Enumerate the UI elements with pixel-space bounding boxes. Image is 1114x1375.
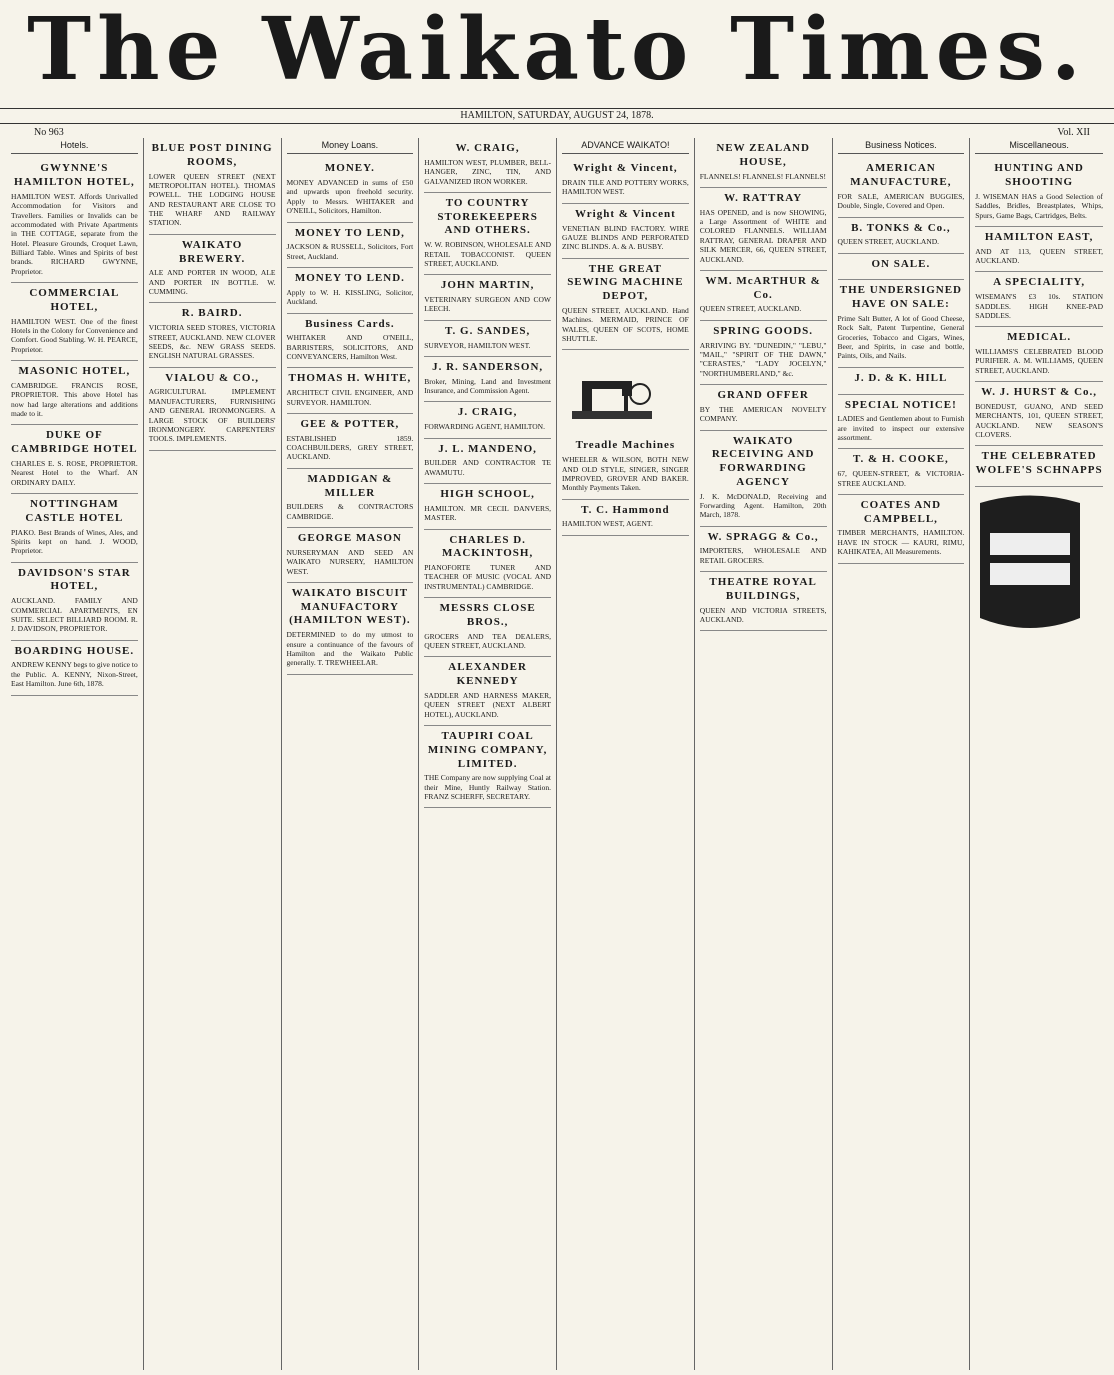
ad-body: GROCERS AND TEA DEALERS, QUEEN STREET, AUCKLAND. — [424, 631, 551, 650]
advertisement — [562, 435, 689, 499]
ad-body: Apply to W. H. KISSLING, Solicitor, Auckland. — [286, 287, 414, 307]
ad-title: MASONIC HOTEL, — [18, 365, 131, 378]
ad-title: SPRING GOODS. — [713, 324, 814, 337]
advertisement — [287, 268, 414, 314]
ad-title: GWYNNE'S HAMILTON HOTEL, — [13, 162, 135, 188]
advertisement — [424, 193, 551, 275]
column — [282, 138, 420, 1370]
advertisement — [700, 572, 827, 631]
ad-body: NURSERYMAN AND SEED AN WAIKATO NURSERY, HAMILTON WEST. — [286, 547, 414, 576]
ad-title: HIGH SCHOOL, — [440, 488, 535, 500]
advertisement — [838, 254, 965, 281]
advertisement — [562, 158, 689, 204]
ad-title: Business Cards. — [305, 317, 395, 330]
advertisement — [975, 382, 1103, 446]
advertisement — [975, 327, 1103, 382]
advertisement — [287, 469, 414, 528]
advertisement — [700, 271, 827, 321]
ad-title: JOHN MARTIN, — [440, 279, 535, 292]
ad-body: FOR SALE, AMERICAN BUGGIES, Double, Single, Covered and Open. — [837, 191, 965, 211]
schnapps-label — [975, 493, 1085, 633]
ad-title: T. C. Hammond — [581, 503, 670, 516]
ad-title: TAUPIRI COAL MINING COMPANY, LIMITED. — [427, 730, 548, 770]
ad-body: MONEY ADVANCED in sums of £50 and upwards upon freehold security. Apply to Messrs. WHITAKER and O'NEILL, Solicitors, Hamilton. — [286, 178, 414, 216]
advertisement — [11, 158, 138, 283]
advertisement — [838, 280, 965, 367]
ad-body: VENETIAN BLIND FACTORY. WIRE GAUZE BLINDS AND PERFORATED ZINC BLINDS. A. & A. BUSBY. — [562, 223, 689, 252]
ad-body: J. K. McDONALD, Receiving and Forwarding Agent. Hamilton, 20th March, 1878. — [699, 491, 827, 520]
ad-title: WAIKATO BISCUIT MANUFACTORY (HAMILTON WEST). — [289, 586, 411, 627]
column-header: Hotels. — [11, 138, 138, 154]
column-header: Money Loans. — [287, 138, 414, 154]
ad-body: TIMBER MERCHANTS, HAMILTON. HAVE IN STOCK — KAURI, RIMU, KAHIKATEA, All Measurements. — [837, 528, 965, 557]
ad-body: Broker, Mining, Land and Investment Insurance, and Commission Agent. — [424, 376, 551, 395]
ad-title: J. L. MANDENO, — [438, 442, 537, 455]
ad-body: PIANOFORTE TUNER AND TEACHER OF MUSIC (VOCAL AND INSTRUMENTAL) CAMBRIDGE. — [424, 563, 551, 591]
ad-body: BONEDUST, GUANO, AND SEED MERCHANTS, 101, QUEEN STREET, AUCKLAND. NEW SEASON'S CLOVERS. — [975, 401, 1103, 439]
advertisement — [424, 598, 551, 657]
ad-title: MONEY TO LEND, — [294, 226, 405, 239]
ad-body: LADIES and Gentlemen about to Furnish are invited to inspect our extensive assortment. — [837, 414, 965, 442]
ad-body: DRAIN TILE AND POTTERY WORKS, HAMILTON WEST. — [562, 178, 689, 197]
column-header: Business Notices. — [838, 138, 965, 154]
ad-body: BUILDER AND CONTRACTOR TE AWAMUTU. — [424, 458, 551, 477]
ad-body: ARCHITECT CIVIL ENGINEER, AND SURVEYOR. HAMILTON. — [286, 388, 414, 407]
ad-body: VICTORIA SEED STORES, VICTORIA STREET, AUCKLAND. NEW CLOVER SEEDS, &c. NEW GRASS SEEDS. ENGLISH NATURAL GRASSES. — [148, 323, 276, 361]
ad-body: THE Company are now supplying Coal at their Mine, Huntly Railway Station. FRANZ SCHERFF, SECRETARY. — [424, 773, 551, 801]
ad-title: T. G. SANDES, — [445, 324, 531, 337]
ad-title: TO COUNTRY STOREKEEPERS AND OTHERS. — [437, 196, 538, 237]
ad-title: W. CRAIG, — [455, 142, 520, 154]
ad-body: ARRIVING BY. "DUNEDIN," "LEBU," "MAIL," "SPIRIT OF THE DAWN," "CERASTES," "LADY JOCELYN," "NORTHUMBERLAND," &c. — [699, 340, 827, 378]
advertisement — [700, 527, 827, 573]
advertisement — [287, 528, 414, 583]
advertisement — [424, 657, 551, 726]
advertisement — [562, 259, 689, 351]
ad-body: ESTABLISHED 1859. COACHBUILDERS, GREY STREET, AUCKLAND. — [286, 433, 414, 462]
advertisement — [424, 402, 551, 438]
ad-body: HAS OPENED, and is now SHOWING, a Large Assortment of WHITE and COLORED FLANNELS. WILLIAM RATTRAY, GENERAL DRAPER AND SILK MERCER, 66, QUEEN STREET, AUCKLAND. — [699, 207, 827, 264]
ad-title: CHARLES D. MACKINTOSH, — [442, 533, 534, 560]
ad-body: CHARLES E. S. ROSE, PROPRIETOR. Nearest Hotel to the Wharf. AN ORDINARY DAILY. — [11, 458, 138, 487]
advertisement — [11, 494, 138, 563]
advertisement — [11, 283, 138, 361]
ad-title: J. R. SANDERSON, — [432, 360, 544, 373]
column — [970, 138, 1108, 1370]
column-header: Miscellaneous. — [975, 138, 1103, 154]
ad-body: VETERINARY SURGEON AND COW LEECH. — [424, 295, 551, 314]
volume-number: Vol. XII — [1057, 127, 1090, 138]
ad-title: BOARDING HOUSE. — [14, 644, 135, 657]
ad-body: AGRICULTURAL IMPLEMENT MANUFACTURERS, FURNISHING AND GENERAL IRONMONGERS. A LARGE STOCK OF BUILDERS' IRONMONGERY. CARPENTERS' TOOLS. IMPLEMENTS. — [148, 387, 276, 444]
issue-number: No 963 — [34, 127, 64, 138]
column — [833, 138, 971, 1370]
ad-title: HAMILTON EAST, — [984, 230, 1094, 243]
ad-body: SADDLER AND HARNESS MAKER, QUEEN STREET (NEXT ALBERT HOTEL), AUCKLAND. — [424, 690, 551, 719]
ad-body: PIAKO. Best Brands of Wines, Ales, and Spirits kept on hand. J. WOOD, Proprietor. — [11, 527, 138, 556]
ad-body: LOWER QUEEN STREET (NEXT METROPOLITAN HOTEL). THOMAS POWELL. THE LODGING HOUSE AND RESTAURANT ARE CLOSE TO THE WHARF AND RAILWAY STATION. — [148, 171, 276, 228]
columns — [6, 138, 1108, 1370]
ad-body: ANDREW KENNY begs to give notice to the Public. A. KENNY, Nixon-Street, East Hamilton. June 6th, 1878. — [11, 660, 138, 689]
ad-title: BLUE POST DINING ROOMS, — [151, 142, 273, 168]
ad-title: GEE & POTTER, — [300, 417, 400, 430]
advertisement — [838, 495, 965, 564]
advertisement — [838, 158, 965, 217]
ad-body: HAMILTON WEST, AGENT. — [562, 519, 653, 529]
ad-body: WILLIAMS'S CELEBRATED BLOOD PURIFIER. A. M. WILLIAMS, QUEEN STREET, AUCKLAND. — [975, 347, 1103, 375]
advertisement — [700, 321, 827, 385]
ad-title: B. TONKS & Co., — [851, 221, 951, 234]
advertisement — [287, 314, 414, 369]
advertisement — [700, 138, 827, 188]
ad-title: J. D. & K. HILL — [854, 371, 948, 384]
advertisement — [149, 303, 276, 367]
ad-body: FORWARDING AGENT, HAMILTON. — [424, 422, 545, 432]
ad-body: JACKSON & RUSSELL, Solicitors, Fort Street, Auckland. — [286, 242, 414, 261]
ad-title: THEATRE ROYAL BUILDINGS, — [709, 576, 817, 602]
ad-title: GEORGE MASON — [297, 532, 402, 544]
ad-title: W. SPRAGG & Co., — [707, 530, 819, 543]
advertisement — [700, 431, 827, 527]
dateline: HAMILTON, SATURDAY, AUGUST 24, 1878. — [0, 108, 1114, 124]
ad-body: BUILDERS & CONTRACTORS CAMBRIDGE. — [286, 502, 414, 521]
ad-title: THOMAS H. WHITE, — [288, 372, 412, 385]
ad-title: NOTTINGHAM CASTLE HOTEL — [25, 498, 124, 524]
ad-body: QUEEN AND VICTORIA STREETS, AUCKLAND. — [699, 605, 827, 624]
advertisement — [424, 321, 551, 357]
advertisement — [838, 449, 965, 495]
advertisement — [424, 357, 551, 403]
ad-body: QUEEN STREET, AUCKLAND. Hand Machines. MERMAID, PRINCE OF WALES, QUEEN OF SCOTS, HOME SHUTTLE. — [562, 305, 689, 343]
ad-body: WHITAKER AND O'NEILL, BARRISTERS, SOLICITORS, AND CONVEYANCERS, Hamilton West. — [286, 333, 414, 361]
ad-title: ALEXANDER KENNEDY — [448, 661, 527, 688]
ad-title: W. RATTRAY — [724, 191, 803, 204]
advertisement — [424, 138, 551, 193]
ad-body: HAMILTON WEST, PLUMBER, BELL-HANGER, ZINC, TIN, AND GALVANIZED IRON WORKER. — [424, 157, 551, 186]
ad-title: R. BAIRD. — [181, 307, 243, 320]
advertisement — [11, 641, 138, 696]
ad-title: MONEY. — [324, 162, 375, 175]
advertisement — [11, 563, 138, 641]
ad-title: NEW ZEALAND HOUSE, — [716, 142, 810, 168]
ad-title: THE GREAT SEWING MACHINE DEPOT, — [567, 262, 684, 303]
column-header: ADVANCE WAIKATO! — [562, 138, 689, 154]
ad-title: ON SALE. — [871, 257, 931, 270]
ad-title: T. & H. COOKE, — [853, 453, 949, 466]
advertisement — [562, 500, 689, 536]
ad-body: HAMILTON. MR CECIL DANVERS, MASTER. — [424, 503, 551, 523]
advertisement — [287, 583, 414, 675]
ad-body: W. W. ROBINSON, WHOLESALE AND RETAIL TOBACCONIST. QUEEN STREET, AUCKLAND. — [424, 240, 551, 268]
advertisement — [287, 414, 414, 469]
ad-body: WISEMAN'S £3 10s. STATION SADDLES. HIGH KNEE-PAD SADDLES. — [975, 292, 1103, 320]
advertisement — [975, 272, 1103, 327]
advertisement — [287, 223, 414, 269]
ad-title: AMERICAN MANUFACTURE, — [850, 162, 952, 188]
ad-title: Treadle Machines — [575, 439, 676, 452]
ad-title: THE CELEBRATED WOLFE'S SCHNAPPS — [975, 450, 1103, 477]
ad-body: AUCKLAND. FAMILY AND COMMERCIAL APARTMENTS, EN SUITE. SELECT BILLIARD ROOM. R. J. DAVIDSON, PROPRIETOR. — [11, 596, 138, 634]
advertisement — [424, 439, 551, 485]
ad-title: MADDIGAN & MILLER — [307, 472, 393, 499]
ad-body: FLANNELS! FLANNELS! FLANNELS! — [699, 171, 826, 181]
advertisement — [838, 368, 965, 395]
advertisement — [562, 204, 689, 259]
advertisement — [11, 425, 138, 494]
advertisement — [149, 368, 276, 451]
masthead-title: The Waikato Times. — [27, 0, 1087, 100]
advertisement — [975, 227, 1103, 273]
advertisement — [700, 188, 827, 271]
advertisement — [149, 138, 276, 235]
ad-title: J. CRAIG, — [457, 406, 518, 419]
advertisement — [11, 361, 138, 425]
ad-body: BY THE AMERICAN NOVELTY COMPANY. — [699, 404, 827, 424]
ad-body: AND AT 113, QUEEN STREET, AUCKLAND. — [975, 246, 1103, 265]
ad-title: W. J. HURST & Co., — [981, 386, 1098, 399]
advertisement — [975, 446, 1103, 487]
column — [6, 138, 144, 1370]
advertisement — [149, 235, 276, 304]
advertisement — [700, 385, 827, 431]
ad-title: WAIKATO BREWERY. — [179, 238, 246, 265]
ad-body: ALE AND PORTER IN WOOD, ALE AND PORTER IN BOTTLE. W. CUMMING. — [148, 268, 276, 296]
ad-body: QUEEN STREET, AUCKLAND. — [837, 237, 940, 247]
ad-title: WM. McARTHUR & Co. — [705, 274, 821, 301]
ad-title: DUKE OF CAMBRIDGE HOTEL — [11, 429, 138, 456]
advertisement — [838, 218, 965, 254]
ad-title: COATES AND CAMPBELL, — [860, 498, 942, 525]
advertisement — [838, 395, 965, 450]
ad-body: Prime Salt Butter, A lot of Good Cheese, Rock Salt, Patent Turpentine, General Groceries, Tobacco and Cigars, Wines, Beer, and Spirits, in case and bottle, Paints, Oils, and Nails. — [837, 313, 965, 361]
ad-title: VIALOU & CO., — [165, 371, 259, 384]
column — [557, 138, 695, 1370]
column — [695, 138, 833, 1370]
sewing-machine-illustration — [562, 356, 662, 426]
advertisement — [424, 484, 551, 530]
ad-title: HUNTING AND SHOOTING — [994, 162, 1084, 188]
ad-title: GRAND OFFER — [717, 389, 809, 401]
ad-body: HAMILTON WEST. One of the finest Hotels in the Colony for Convenience and Comfort. Good Stabling. W. H. PEARCE, Proprietor. — [11, 316, 138, 354]
ad-body: WHEELER & WILSON, BOTH NEW AND OLD STYLE, SINGER, SINGER IMPROVED, GROVER AND BAKER. Monthly Payments Taken. — [562, 455, 689, 493]
advertisement — [287, 158, 414, 222]
ad-title: COMMERCIAL HOTEL, — [29, 287, 120, 313]
advertisement — [424, 275, 551, 321]
ad-body: DETERMINED to do my utmost to ensure a continuance of the favours of Hamilton and the Waikato Public generally. T. TREWHEELAR. — [286, 630, 414, 668]
ad-title: SPECIAL NOTICE! — [844, 398, 957, 411]
column — [419, 138, 557, 1370]
ad-body: 67, QUEEN-STREET, & VICTORIA-STREE AUCKLAND. — [837, 469, 965, 488]
ad-body: QUEEN STREET, AUCKLAND. — [699, 304, 802, 314]
column — [144, 138, 282, 1370]
ad-body: CAMBRIDGE. FRANCIS ROSE, PROPRIETOR. This above Hotel has now had large alterations and additions made to it. — [11, 380, 138, 418]
ad-body: J. WISEMAN HAS a Good Selection of Saddles, Bridles, Breastplates, Whips, Spurs, Game Bags, Cartridges, Belts. — [975, 191, 1103, 220]
ad-title: Wright & Vincent — [575, 207, 676, 220]
ad-title: MEDICAL. — [1007, 331, 1072, 344]
ad-body: IMPORTERS, WHOLESALE AND RETAIL GROCERS. — [699, 546, 827, 565]
ad-title: Wright & Vincent, — [573, 162, 678, 175]
advertisement — [424, 530, 551, 599]
advertisement — [287, 368, 414, 414]
advertisement — [424, 726, 551, 808]
ad-title: DAVIDSON'S STAR HOTEL, — [18, 566, 131, 593]
ad-body: HAMILTON WEST. Affords Unrivalled Accommodation for Visitors and Travellers. Families or Invalids can be accommodated with Private Apartments in THE COTTAGE, separate from the Hotel. Pleasure Grounds, Croquet Lawn, Billiard Table. Wines and Spirits of best brands. RICHARD GWYNNE, Proprietor. — [11, 191, 138, 276]
advertisement — [975, 158, 1103, 227]
ad-title: MONEY TO LEND. — [294, 272, 405, 284]
ad-title: MESSRS CLOSE BROS., — [439, 602, 536, 628]
ad-title: A SPECIALITY, — [993, 276, 1086, 289]
ad-title: WAIKATO RECEIVING AND FORWARDING AGENCY — [711, 434, 815, 488]
ad-body: SURVEYOR, HAMILTON WEST. — [424, 340, 531, 350]
ad-title: THE UNDERSIGNED HAVE ON SALE: — [839, 284, 963, 311]
